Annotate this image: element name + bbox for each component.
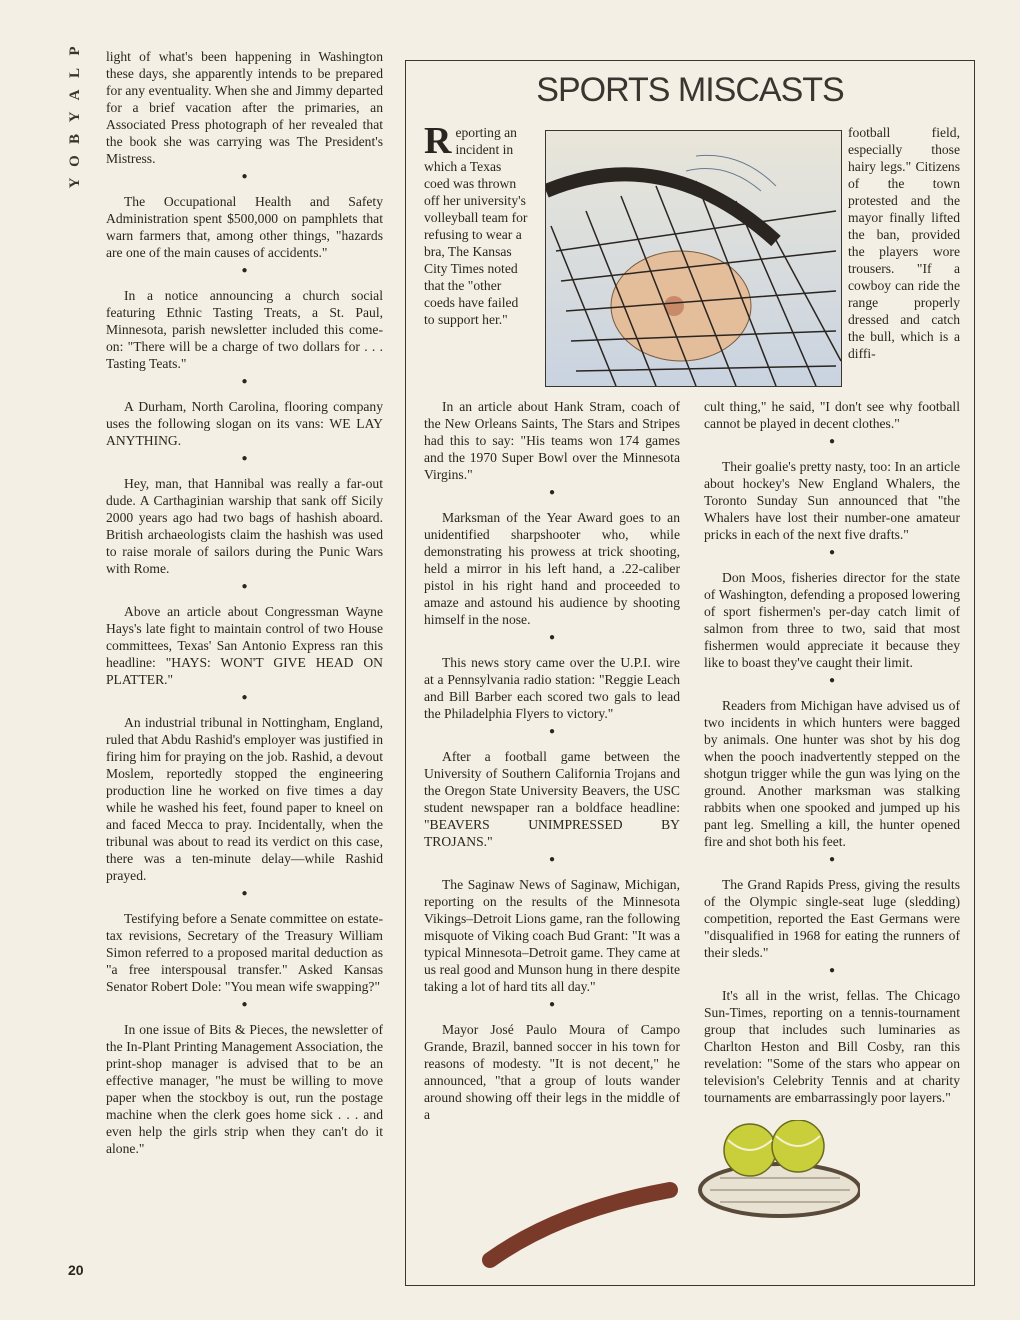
item-separator: ● [241, 376, 248, 387]
drop-cap: R [424, 120, 452, 162]
news-item: In one issue of Bits & Pieces, the newsletter of the In-Plant Printing Management Association, the print-shop manager is advised that to be an effective manager, "he must be willing to move paper when the stockboy is out, run the postage machine when the clerk goes home sick . . . and even help the girls strip when they can't do it alone." [106, 1022, 383, 1156]
item-separator: ● [241, 581, 248, 592]
item-separator: ● [241, 453, 248, 464]
tennis-racket-balls-image [480, 1120, 860, 1270]
news-item: In a notice announcing a church social featuring Ethnic Tasting Treats, a St. Paul, Minnesota, parish newsletter included this come-on: "There will be a charge of two dollars for . . . Tasting Teats." [106, 288, 383, 371]
magazine-label-letter: Y [67, 111, 83, 123]
magazine-label-letter: Y [67, 177, 83, 189]
magazine-label-letter: P [67, 46, 83, 56]
magazine-label-letter: A [67, 89, 83, 101]
news-item: The Grand Rapids Press, giving the results of the Olympic single-seat luge (sledding) competition, reported the East Germans were "disqualified in 1968 for eating the runners of their sleds." [704, 877, 960, 960]
news-item: A Durham, North Carolina, flooring company uses the following slogan on its vans: WE LAY ANYTHING. [106, 399, 383, 448]
news-item: An industrial tribunal in Nottingham, England, ruled that Abdu Rashid's employer was justified in firing him for praying on the job. Rashid, a devout Moslem, reportedly stopped the engineering production line he worked on five times a day while he washed his feet, found paper to kneel on and faced Mecca to pray. Incidentally, when the tribunal was about to read its verdict on this case, there was a ten-minute delay—while Rashid prayed. [106, 715, 383, 883]
magazine-label-letter: L [67, 68, 83, 79]
section-title: SPORTS MISCASTS [536, 71, 844, 109]
middle-column [424, 398, 680, 1127]
item-separator: ● [548, 487, 556, 498]
magazine-label-letter: B [67, 134, 83, 145]
news-item: This news story came over the U.P.I. wire at a Pennsylvania radio station: "Reggie Leach and Bill Barber each scored two gals to lead the Philadelphia Flyers to victory." [424, 655, 680, 721]
news-item: It's all in the wrist, fellas. The Chicago Sun-Times, reporting on a tennis-tournament group that includes such luminaries as Charlton Heston and Bill Cosby, ran this revelation: "Some of the stars who appear on television's Celebrity Tennis and at charity tournaments are embarrassingly poor layers." [704, 988, 960, 1105]
item-separator: ● [241, 999, 248, 1010]
news-item: Above an article about Congressman Wayne Hays's late fight to maintain control of two House committees, Texas' San Antonio Express ran this headline: "HAYS: WON'T GIVE HEAD ON PLATTER." [106, 604, 383, 687]
news-item: light of what's been happening in Washington these days, she apparently intends to be prepared for any eventuality. When she and Jimmy departed for a brief vacation after the primaries, an Associated Press photograph of her revealed that the book she was carrying was The President's Mistress. [106, 49, 383, 166]
item-separator: ● [548, 726, 556, 737]
volleyball-illustration [545, 130, 842, 387]
news-item: The Occupational Health and Safety Administration spent $500,000 on pamphlets that warn farmers that, among other things, "hazards are one of the main causes of accidents." [106, 194, 383, 260]
item-separator: ● [241, 888, 248, 899]
item-separator: ● [828, 854, 836, 865]
intro-left-text [424, 120, 530, 328]
left-column [106, 48, 383, 1161]
item-separator: ● [828, 965, 836, 976]
page-number: 20 [68, 1262, 84, 1278]
item-separator: ● [548, 854, 556, 865]
news-item: The Saginaw News of Saginaw, Michigan, reporting on the results of the Minnesota Vikings–Detroit Lions game, ran the following misquote of Viking coach Bud Grant: "It was a typical Minnesota–Detroit game. They came at us real good and Munson hung in there despite taking a lot of hard tits all day." [424, 877, 680, 994]
news-item: Their goalie's pretty nasty, too: In an article about hockey's New England Whalers, the Toronto Sunday Sun announced that "the Whalers have lost their number-one amateur pricks in each of the next five drafts." [704, 459, 960, 542]
magazine-label-letter: O [67, 155, 83, 167]
tennis-illustration [480, 1120, 860, 1270]
volleyball-net-image [546, 131, 841, 386]
right-column [704, 398, 960, 1110]
item-separator: ● [828, 436, 836, 447]
news-item: Don Moos, fisheries director for the state of Washington, defending a proposed lowering of sport fishermen's per-day catch limit of salmon from three to two, said that most fishermen would appreciate it because they like to boast they've caught their limit. [704, 570, 960, 670]
news-item: In an article about Hank Stram, coach of the New Orleans Saints, The Stars and Stripes had this to say: "His teams won 174 games and the 1970 Super Bowl over the Minnesota Virgins." [424, 399, 680, 482]
item-separator: ● [548, 632, 556, 643]
item-separator: ● [241, 692, 248, 703]
magazine-label [62, 40, 88, 194]
item-separator: ● [241, 265, 248, 276]
news-item: After a football game between the University of Southern California Trojans and the Oregon State University Beavers, the USC student newspaper ran a boldface headline: "BEAVERS UNIMPRESSED BY TROJANS." [424, 749, 680, 849]
item-separator: ● [548, 999, 556, 1010]
news-item: Mayor José Paulo Moura of Campo Grande, Brazil, banned soccer in his town for reasons of modesty. "It is not decent," he announced, "that a group of louts wander around showing off their legs in the middle of a [424, 1022, 680, 1122]
news-item: Hey, man, that Hannibal was really a far-out dude. A Carthaginian warship that sank off Sicily 2000 years ago had two bags of hashish aboard. British archaeologists claim the hashish was used to raise morale of sailors during the Punic Wars with Rome. [106, 476, 383, 576]
intro-left-body: eporting an incident in which a Texas coed was thrown off her university's volleyball team for refusing to wear a bra, The Kansas City Times noted that the "other coeds have failed to support her." [424, 125, 528, 327]
news-item: Readers from Michigan have advised us of two incidents in which hunters were bagged by animals. One hunter was shot by his dog when the pooch inadvertently stepped on the shotgun trigger while the gun was lying on the ground. Another marksman was stalking rabbits when one spooked and jumped up his pant leg. Smelling a kill, the hunter opened fire and shot both his feet. [704, 698, 960, 849]
intro-right-text: football field, especially those hairy legs." Citizens of the town protested and the mayor finally lifted the ban, provided the players wore trousers. "If a cowboy can ride the range properly dressed and catch the bull, which is a diffi- [848, 125, 960, 361]
item-separator: ● [828, 547, 836, 558]
item-separator: ● [241, 171, 248, 182]
news-item: Marksman of the Year Award goes to an unidentified sharpshooter who, while demonstrating his prowess at trick shooting, held a mirror in his left hand, a .22-caliber pistol in his right hand and proceeded to amaze and astound his audience by shooting himself in the nose. [424, 510, 680, 627]
item-separator: ● [828, 675, 836, 686]
news-item: cult thing," he said, "I don't see why football cannot be played in decent clothes." [704, 399, 960, 431]
news-item: Testifying before a Senate committee on estate-tax revisions, Secretary of the Treasury William Simon referred to a proposed marital deduction as "a free interspousal transfer." Asked Kansas Senator Robert Dole: "You mean wife swapping?" [106, 911, 383, 994]
